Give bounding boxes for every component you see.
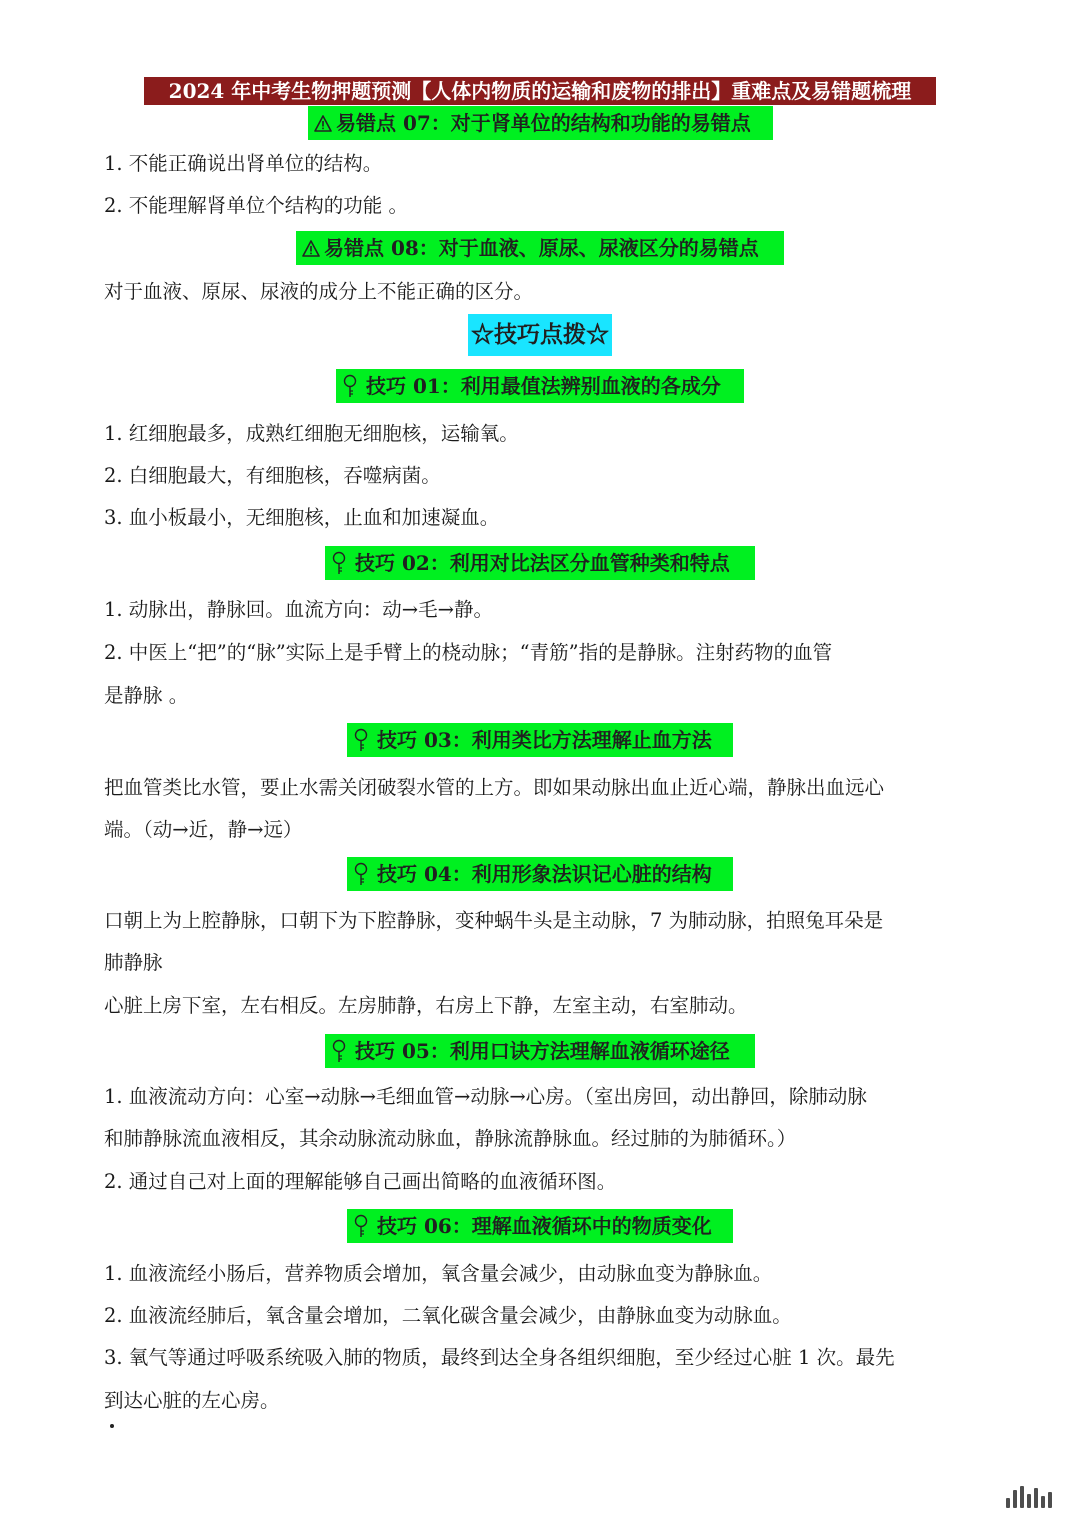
tip-03-line-2: 端。（动→近，静→远） <box>104 818 303 841</box>
tip-06-line-3: 3. 氧气等通过呼吸系统吸入肺的物质，最终到达全身各组织细胞，至少经过心脏 1 次。最先 <box>104 1346 895 1369</box>
tip-01-title: 技巧 01：利用最值法辨别血液的各成分 <box>366 374 721 398</box>
lightbulb-icon <box>331 550 347 576</box>
error-point-08-title: 易错点 08：对于血液、原尿、尿液区分的易错点 <box>324 236 759 260</box>
lightbulb-icon <box>353 727 369 753</box>
tip-04-line-1: 口朝上为上腔静脉，口朝下为下腔静脉，变种蜗牛头是主动脉，7 为肺动脉，拍照兔耳朵是 <box>104 909 884 932</box>
tip-06-line-1: 1. 血液流经小肠后，营养物质会增加，氧含量会减少，由动脉血变为静脉血。 <box>104 1262 773 1285</box>
error-point-07-line-1: 1. 不能正确说出肾单位的结构。 <box>104 152 383 175</box>
tip-05-line-3: 2. 通过自己对上面的理解能够自己画出简略的血液循环图。 <box>104 1170 617 1193</box>
tip-04-line-3: 心脏上房下室，左右相反。左房肺静，右房上下静，左室主动，右室肺动。 <box>104 994 748 1017</box>
tip-05-line-1: 1. 血液流动方向：心室→动脉→毛细血管→动脉→心房。（室出房回，动出静回，除肺动脉 <box>104 1085 867 1108</box>
error-point-07-title: 易错点 07：对于肾单位的结构和功能的易错点 <box>336 111 751 135</box>
tip-03-line-1: 把血管类比水管，要止水需关闭破裂水管的上方。即如果动脉出血止近心端，静脉出血远心 <box>104 776 885 799</box>
tip-02-line-3: 是静脉 。 <box>104 684 189 707</box>
warning-icon <box>302 240 320 257</box>
error-point-08-heading <box>296 231 784 265</box>
lightbulb-icon <box>342 373 358 399</box>
tip-05-heading <box>325 1034 755 1068</box>
tip-02-heading <box>325 546 755 580</box>
tip-06-line-2: 2. 血液流经肺后，氧含量会增加，二氧化碳含量会减少，由静脉血变为动脉血。 <box>104 1304 792 1327</box>
tip-05-line-2: 和肺静脉流血液相反，其余动脉流动脉血，静脉流静脉血。经过肺的为肺循环。） <box>104 1127 797 1150</box>
tip-06-title: 技巧 06：理解血液循环中的物质变化 <box>377 1214 712 1238</box>
watermark-logo <box>1006 1486 1052 1508</box>
tip-03-title: 技巧 03：利用类比方法理解止血方法 <box>377 728 712 752</box>
tips-section-title: ☆技巧点拨☆ <box>468 314 612 356</box>
error-point-07-line-2: 2. 不能理解肾单位个结构的功能 。 <box>104 194 409 217</box>
tip-02-line-1: 1. 动脉出，静脉回。血流方向：动→毛→静。 <box>104 598 493 621</box>
tip-04-line-2: 肺静脉 <box>104 951 163 974</box>
tip-02-title: 技巧 02：利用对比法区分血管种类和特点 <box>355 551 730 575</box>
bullet-dot <box>110 1424 114 1428</box>
lightbulb-icon <box>353 1213 369 1239</box>
lightbulb-icon <box>353 861 369 887</box>
tip-01-line-2: 2. 白细胞最大，有细胞核，吞噬病菌。 <box>104 464 441 487</box>
tip-01-line-1: 1. 红细胞最多，成熟红细胞无细胞核，运输氧。 <box>104 422 519 445</box>
tip-04-heading <box>347 857 733 891</box>
tip-06-line-4: 到达心脏的左心房。 <box>104 1389 280 1412</box>
error-point-07-heading <box>308 106 773 140</box>
warning-icon <box>314 115 332 132</box>
tip-01-line-3: 3. 血小板最小，无细胞核，止血和加速凝血。 <box>104 506 500 529</box>
tip-06-heading <box>347 1209 733 1243</box>
tip-03-heading <box>347 723 733 757</box>
tip-05-title: 技巧 05：利用口诀方法理解血液循环途径 <box>355 1039 730 1063</box>
document-title: 2024 年中考生物押题预测【人体内物质的运输和废物的排出】重难点及易错题梳理 <box>144 77 936 105</box>
tip-01-heading <box>336 369 744 403</box>
lightbulb-icon <box>331 1038 347 1064</box>
tip-02-line-2: 2. 中医上“把”的“脉”实际上是手臂上的桡动脉；“青筋”指的是静脉。注射药物的血管 <box>104 641 833 664</box>
error-point-08-line-1: 对于血液、原尿、尿液的成分上不能正确的区分。 <box>104 280 534 303</box>
tip-04-title: 技巧 04：利用形象法识记心脏的结构 <box>377 862 712 886</box>
